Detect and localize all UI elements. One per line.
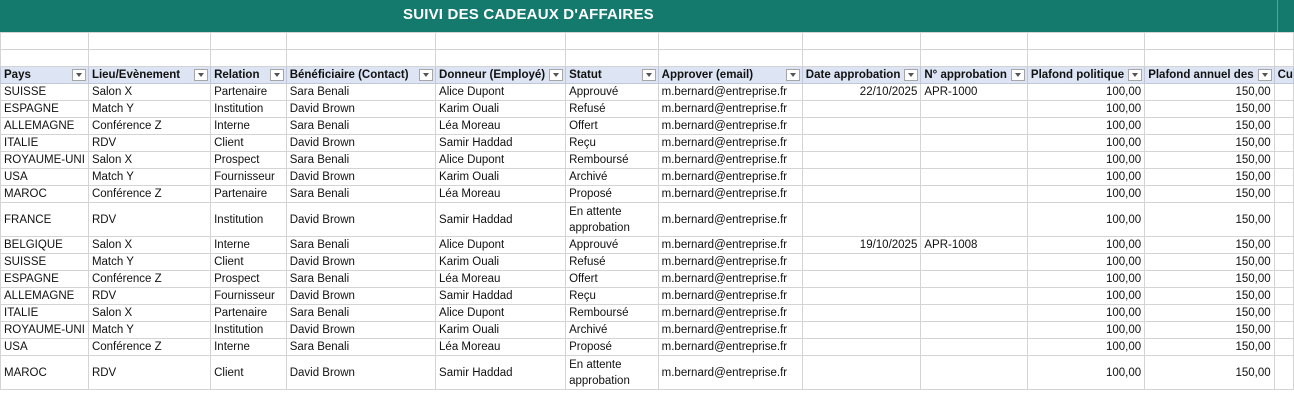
table-cell[interactable]: 100,00 xyxy=(1027,322,1144,339)
table-cell[interactable] xyxy=(1274,271,1293,288)
table-cell[interactable]: Salon X xyxy=(88,152,210,169)
column-header-label: Approver (email) xyxy=(661,69,754,81)
table-cell[interactable]: 19/10/2025 xyxy=(802,237,921,254)
table-cell[interactable]: Léa Moreau xyxy=(436,118,566,135)
table-cell[interactable]: Partenaire xyxy=(211,186,287,203)
column-header xyxy=(658,67,802,84)
table-cell[interactable]: Remboursé xyxy=(566,152,659,169)
table-cell[interactable] xyxy=(1274,169,1293,186)
table-cell[interactable]: David Brown xyxy=(286,356,435,390)
table-cell[interactable]: 150,00 xyxy=(1145,84,1274,101)
table-cell[interactable]: Alice Dupont xyxy=(436,84,566,101)
column-header xyxy=(211,67,287,84)
banner-cell xyxy=(1265,0,1278,32)
table-cell[interactable]: 150,00 xyxy=(1145,152,1274,169)
table-cell[interactable] xyxy=(802,118,921,135)
table-cell[interactable]: Institution xyxy=(211,203,287,237)
table-cell[interactable] xyxy=(802,288,921,305)
title-banner xyxy=(0,0,1294,32)
table-cell[interactable]: Sara Benali xyxy=(286,339,435,356)
table-cell[interactable]: Reçu xyxy=(566,288,659,305)
empty-cell[interactable] xyxy=(566,50,659,67)
table-cell[interactable] xyxy=(802,135,921,152)
filter-dropdown-icon[interactable] xyxy=(72,69,86,81)
table-cell[interactable]: 150,00 xyxy=(1145,203,1274,237)
table-cell[interactable]: 150,00 xyxy=(1145,118,1274,135)
column-header-label: Lieu/Évènement xyxy=(91,69,181,81)
header-row xyxy=(1,67,1294,84)
table-cell[interactable]: David Brown xyxy=(286,254,435,271)
table-cell[interactable]: En attente approbation xyxy=(566,203,659,237)
table-cell[interactable]: Match Y xyxy=(88,322,210,339)
table-cell[interactable]: 150,00 xyxy=(1145,271,1274,288)
table-cell[interactable] xyxy=(1274,356,1293,390)
table-cell[interactable]: Conférence Z xyxy=(88,271,210,288)
table-cell[interactable]: 150,00 xyxy=(1145,339,1274,356)
table-cell[interactable] xyxy=(1274,118,1293,135)
table-cell[interactable] xyxy=(1274,305,1293,322)
table-cell[interactable]: ITALIE xyxy=(1,135,89,152)
column-header xyxy=(921,67,1028,84)
table-cell[interactable]: SUISSE xyxy=(1,84,89,101)
table-cell[interactable] xyxy=(802,169,921,186)
table-cell[interactable]: Approuvé xyxy=(566,84,659,101)
table-row xyxy=(1,169,1294,186)
table-cell[interactable]: 100,00 xyxy=(1027,271,1144,288)
table-cell[interactable]: ESPAGNE xyxy=(1,271,89,288)
table-cell[interactable]: Prospect xyxy=(211,152,287,169)
filter-dropdown-icon[interactable] xyxy=(270,69,284,81)
table-cell[interactable] xyxy=(921,203,1028,237)
table-cell[interactable]: Sara Benali xyxy=(286,118,435,135)
table-cell[interactable]: 100,00 xyxy=(1027,288,1144,305)
table-cell[interactable]: 100,00 xyxy=(1027,169,1144,186)
column-header xyxy=(566,67,659,84)
table-cell[interactable]: Reçu xyxy=(566,135,659,152)
empty-cell[interactable] xyxy=(921,50,1028,67)
table-row xyxy=(1,322,1294,339)
column-header-label: Cu xyxy=(1277,69,1293,81)
table-cell[interactable] xyxy=(802,305,921,322)
empty-cell[interactable] xyxy=(566,33,659,50)
table-cell[interactable]: Samir Haddad xyxy=(436,203,566,237)
table-cell[interactable] xyxy=(1274,339,1293,356)
column-header-label: Donneur (Employé) xyxy=(439,69,546,81)
filter-dropdown-icon[interactable] xyxy=(1011,69,1025,81)
table-cell[interactable]: Alice Dupont xyxy=(436,305,566,322)
table-cell[interactable]: ALLEMAGNE xyxy=(1,118,89,135)
table-cell[interactable]: Match Y xyxy=(88,169,210,186)
table-cell[interactable]: Client xyxy=(211,254,287,271)
table-cell[interactable]: Prospect xyxy=(211,271,287,288)
table-cell[interactable]: Partenaire xyxy=(211,305,287,322)
table-cell[interactable]: MAROC xyxy=(1,356,89,390)
table-row xyxy=(1,152,1294,169)
table-cell[interactable]: 100,00 xyxy=(1027,305,1144,322)
empty-cell[interactable] xyxy=(1145,33,1274,50)
table-cell[interactable]: m.bernard@entreprise.fr xyxy=(658,135,802,152)
filter-dropdown-icon[interactable] xyxy=(786,69,800,81)
table-cell[interactable]: Salon X xyxy=(88,84,210,101)
table-cell[interactable]: Sara Benali xyxy=(286,152,435,169)
empty-cell[interactable] xyxy=(921,33,1028,50)
table-cell[interactable]: Interne xyxy=(211,237,287,254)
column-header-label: Pays xyxy=(4,69,31,81)
table-cell[interactable]: Samir Haddad xyxy=(436,356,566,390)
table-cell[interactable]: Sara Benali xyxy=(286,305,435,322)
empty-cell[interactable] xyxy=(211,50,287,67)
table-cell[interactable]: Match Y xyxy=(88,254,210,271)
table-cell[interactable] xyxy=(921,169,1028,186)
table-cell[interactable]: Offert xyxy=(566,271,659,288)
table-cell[interactable]: m.bernard@entreprise.fr xyxy=(658,101,802,118)
table-cell[interactable] xyxy=(921,186,1028,203)
table-cell[interactable]: David Brown xyxy=(286,322,435,339)
table-cell[interactable]: RDV xyxy=(88,288,210,305)
table-cell[interactable]: 150,00 xyxy=(1145,322,1274,339)
table-cell[interactable]: Léa Moreau xyxy=(436,339,566,356)
table-cell[interactable]: m.bernard@entreprise.fr xyxy=(658,254,802,271)
table-cell[interactable]: APR-1000 xyxy=(921,84,1028,101)
table-cell[interactable]: m.bernard@entreprise.fr xyxy=(658,237,802,254)
table-cell[interactable]: Partenaire xyxy=(211,84,287,101)
table-cell[interactable]: Karim Ouali xyxy=(436,101,566,118)
table-cell[interactable]: Léa Moreau xyxy=(436,186,566,203)
table-row xyxy=(1,288,1294,305)
table-cell[interactable]: m.bernard@entreprise.fr xyxy=(658,152,802,169)
table-cell[interactable]: Interne xyxy=(211,118,287,135)
table-cell[interactable] xyxy=(921,118,1028,135)
column-header-label: N° approbation xyxy=(924,69,1007,81)
table-cell[interactable]: Conférence Z xyxy=(88,339,210,356)
table-cell[interactable] xyxy=(921,135,1028,152)
table-row xyxy=(1,356,1294,390)
column-header xyxy=(1274,67,1293,84)
table-cell[interactable] xyxy=(802,186,921,203)
filter-dropdown-icon[interactable] xyxy=(549,69,563,81)
column-header-label: Relation xyxy=(214,69,260,81)
table-cell[interactable]: Fournisseur xyxy=(211,169,287,186)
table-cell[interactable]: 22/10/2025 xyxy=(802,84,921,101)
table-cell[interactable] xyxy=(1274,322,1293,339)
table-cell[interactable]: Alice Dupont xyxy=(436,152,566,169)
table-cell[interactable] xyxy=(802,203,921,237)
table-cell[interactable]: En attente approbation xyxy=(566,356,659,390)
table-cell[interactable]: 100,00 xyxy=(1027,84,1144,101)
empty-cell[interactable] xyxy=(436,50,566,67)
table-cell[interactable]: BELGIQUE xyxy=(1,237,89,254)
table-cell[interactable] xyxy=(1274,203,1293,237)
filter-dropdown-icon[interactable] xyxy=(1258,69,1272,81)
empty-cell[interactable] xyxy=(211,33,287,50)
table-cell[interactable] xyxy=(921,322,1028,339)
table-cell[interactable]: Conférence Z xyxy=(88,118,210,135)
table-cell[interactable]: 100,00 xyxy=(1027,135,1144,152)
empty-cell[interactable] xyxy=(658,33,802,50)
table-cell[interactable] xyxy=(1274,152,1293,169)
table-cell[interactable] xyxy=(1274,84,1293,101)
table-cell[interactable] xyxy=(802,339,921,356)
table-cell[interactable]: David Brown xyxy=(286,288,435,305)
table-cell[interactable]: 150,00 xyxy=(1145,186,1274,203)
empty-cell[interactable] xyxy=(88,33,210,50)
empty-row xyxy=(1,50,1294,67)
table-cell[interactable]: Sara Benali xyxy=(286,271,435,288)
table-cell[interactable]: APR-1008 xyxy=(921,237,1028,254)
table-row xyxy=(1,339,1294,356)
empty-cell[interactable] xyxy=(1145,50,1274,67)
table-cell[interactable] xyxy=(921,356,1028,390)
table-cell[interactable]: ESPAGNE xyxy=(1,101,89,118)
table-cell[interactable]: David Brown xyxy=(286,203,435,237)
table-row xyxy=(1,254,1294,271)
table-cell[interactable]: 100,00 xyxy=(1027,356,1144,390)
table-cell[interactable] xyxy=(802,152,921,169)
table-cell[interactable]: m.bernard@entreprise.fr xyxy=(658,288,802,305)
table-cell[interactable]: ROYAUME-UNI xyxy=(1,322,89,339)
table-cell[interactable]: 150,00 xyxy=(1145,135,1274,152)
table-row xyxy=(1,271,1294,288)
empty-cell[interactable] xyxy=(1,50,89,67)
table-row xyxy=(1,305,1294,322)
table-cell[interactable]: 150,00 xyxy=(1145,254,1274,271)
table-cell[interactable]: Archivé xyxy=(566,322,659,339)
empty-cell[interactable] xyxy=(88,50,210,67)
table-cell[interactable] xyxy=(1274,288,1293,305)
table-cell[interactable]: Match Y xyxy=(88,101,210,118)
column-header xyxy=(436,67,566,84)
table-cell[interactable]: Approuvé xyxy=(566,237,659,254)
table-cell[interactable]: m.bernard@entreprise.fr xyxy=(658,356,802,390)
sheet-title: SUIVI DES CADEAUX D'AFFAIRES xyxy=(403,6,654,23)
column-header-label: Plafond annuel des xyxy=(1148,69,1254,81)
empty-cell[interactable] xyxy=(1274,33,1293,50)
table-cell[interactable] xyxy=(1274,135,1293,152)
table-cell[interactable] xyxy=(921,271,1028,288)
table-cell[interactable]: USA xyxy=(1,339,89,356)
table-cell[interactable]: 150,00 xyxy=(1145,288,1274,305)
column-header xyxy=(1,67,89,84)
table-cell[interactable]: m.bernard@entreprise.fr xyxy=(658,271,802,288)
empty-row xyxy=(1,33,1294,50)
table-cell[interactable]: RDV xyxy=(88,203,210,237)
table-cell[interactable]: 100,00 xyxy=(1027,152,1144,169)
table-cell[interactable] xyxy=(921,305,1028,322)
table-cell[interactable]: 150,00 xyxy=(1145,356,1274,390)
empty-cell[interactable] xyxy=(1,33,89,50)
table-cell[interactable]: MAROC xyxy=(1,186,89,203)
empty-cell[interactable] xyxy=(436,33,566,50)
table-row xyxy=(1,135,1294,152)
table-row xyxy=(1,84,1294,101)
table-row xyxy=(1,118,1294,135)
table-cell[interactable] xyxy=(1274,186,1293,203)
table-cell[interactable]: David Brown xyxy=(286,135,435,152)
table-cell[interactable]: 100,00 xyxy=(1027,254,1144,271)
column-header xyxy=(802,67,921,84)
column-header xyxy=(88,67,210,84)
table-cell[interactable]: m.bernard@entreprise.fr xyxy=(658,339,802,356)
filter-dropdown-icon[interactable] xyxy=(194,69,208,81)
table-cell[interactable]: FRANCE xyxy=(1,203,89,237)
filter-dropdown-icon[interactable] xyxy=(904,69,918,81)
table-cell[interactable] xyxy=(921,288,1028,305)
table-cell[interactable]: 100,00 xyxy=(1027,118,1144,135)
table-cell[interactable] xyxy=(802,254,921,271)
table-cell[interactable]: Institution xyxy=(211,322,287,339)
table-cell[interactable]: Client xyxy=(211,135,287,152)
table-cell[interactable]: ITALIE xyxy=(1,305,89,322)
empty-cell[interactable] xyxy=(286,33,435,50)
table-cell[interactable]: 100,00 xyxy=(1027,339,1144,356)
table-cell[interactable]: ALLEMAGNE xyxy=(1,288,89,305)
table-cell[interactable]: Alice Dupont xyxy=(436,237,566,254)
table-cell[interactable]: m.bernard@entreprise.fr xyxy=(658,186,802,203)
empty-cell[interactable] xyxy=(1027,50,1144,67)
table-cell[interactable]: Refusé xyxy=(566,254,659,271)
table-cell[interactable]: Samir Haddad xyxy=(436,288,566,305)
column-header-label: Statut xyxy=(569,69,602,81)
column-header-label: Plafond politique xyxy=(1030,69,1125,81)
table-cell[interactable]: Salon X xyxy=(88,237,210,254)
table-cell[interactable]: 100,00 xyxy=(1027,203,1144,237)
table-cell[interactable]: Karim Ouali xyxy=(436,169,566,186)
table-cell[interactable] xyxy=(921,152,1028,169)
table-cell[interactable]: David Brown xyxy=(286,101,435,118)
table-cell[interactable]: ROYAUME-UNI xyxy=(1,152,89,169)
table-cell[interactable] xyxy=(802,271,921,288)
column-header-label: Bénéficiaire (Contact) xyxy=(289,69,409,81)
table-cell[interactable]: m.bernard@entreprise.fr xyxy=(658,169,802,186)
table-cell[interactable]: SUISSE xyxy=(1,254,89,271)
table-cell[interactable] xyxy=(921,254,1028,271)
filter-dropdown-icon[interactable] xyxy=(419,69,433,81)
gift-tracking-table xyxy=(0,32,1294,390)
table-cell[interactable]: m.bernard@entreprise.fr xyxy=(658,322,802,339)
column-header-label: Date approbation xyxy=(805,69,901,81)
empty-cell[interactable] xyxy=(802,50,921,67)
empty-cell[interactable] xyxy=(1274,50,1293,67)
table-cell[interactable]: m.bernard@entreprise.fr xyxy=(658,305,802,322)
column-header xyxy=(1027,67,1144,84)
empty-cell[interactable] xyxy=(658,50,802,67)
table-cell[interactable]: Léa Moreau xyxy=(436,271,566,288)
column-header xyxy=(1145,67,1274,84)
table-cell[interactable]: 100,00 xyxy=(1027,186,1144,203)
table-cell[interactable]: Archivé xyxy=(566,169,659,186)
table-cell[interactable] xyxy=(921,101,1028,118)
empty-cell[interactable] xyxy=(1027,33,1144,50)
table-row xyxy=(1,203,1294,237)
table-cell[interactable]: Fournisseur xyxy=(211,288,287,305)
table-cell[interactable] xyxy=(802,101,921,118)
table-cell[interactable] xyxy=(802,322,921,339)
table-cell[interactable]: m.bernard@entreprise.fr xyxy=(658,203,802,237)
table-cell[interactable]: m.bernard@entreprise.fr xyxy=(658,84,802,101)
table-cell[interactable] xyxy=(1274,254,1293,271)
table-cell[interactable]: Refusé xyxy=(566,101,659,118)
table-row xyxy=(1,186,1294,203)
table-cell[interactable] xyxy=(921,339,1028,356)
column-header xyxy=(286,67,435,84)
table-cell[interactable]: Samir Haddad xyxy=(436,135,566,152)
table-cell[interactable]: Sara Benali xyxy=(286,186,435,203)
table-row xyxy=(1,101,1294,118)
table-cell[interactable]: Client xyxy=(211,356,287,390)
table-cell[interactable]: 150,00 xyxy=(1145,169,1274,186)
table-cell[interactable] xyxy=(1274,101,1293,118)
empty-cell[interactable] xyxy=(802,33,921,50)
table-cell[interactable]: USA xyxy=(1,169,89,186)
table-cell[interactable]: 150,00 xyxy=(1145,101,1274,118)
table-cell[interactable]: 100,00 xyxy=(1027,101,1144,118)
empty-cell[interactable] xyxy=(286,50,435,67)
filter-dropdown-icon[interactable] xyxy=(1128,69,1142,81)
table-cell[interactable] xyxy=(802,356,921,390)
table-cell[interactable]: RDV xyxy=(88,356,210,390)
table-cell[interactable]: Salon X xyxy=(88,305,210,322)
table-cell[interactable]: Offert xyxy=(566,118,659,135)
table-cell[interactable]: 150,00 xyxy=(1145,305,1274,322)
table-cell[interactable]: Proposé xyxy=(566,339,659,356)
table-cell[interactable]: 150,00 xyxy=(1145,237,1274,254)
table-cell[interactable]: Interne xyxy=(211,339,287,356)
filter-dropdown-icon[interactable] xyxy=(642,69,656,81)
table-cell[interactable]: m.bernard@entreprise.fr xyxy=(658,118,802,135)
table-cell[interactable]: Sara Benali xyxy=(286,237,435,254)
table-cell[interactable]: 100,00 xyxy=(1027,237,1144,254)
table-row xyxy=(1,237,1294,254)
table-cell[interactable]: Conférence Z xyxy=(88,186,210,203)
table-cell[interactable]: Proposé xyxy=(566,186,659,203)
table-cell[interactable] xyxy=(1274,237,1293,254)
table-cell[interactable]: Remboursé xyxy=(566,305,659,322)
table-cell[interactable]: Karim Ouali xyxy=(436,254,566,271)
table-cell[interactable]: Institution xyxy=(211,101,287,118)
table-cell[interactable]: Sara Benali xyxy=(286,84,435,101)
table-cell[interactable]: RDV xyxy=(88,135,210,152)
table-cell[interactable]: Karim Ouali xyxy=(436,322,566,339)
table-cell[interactable]: David Brown xyxy=(286,169,435,186)
